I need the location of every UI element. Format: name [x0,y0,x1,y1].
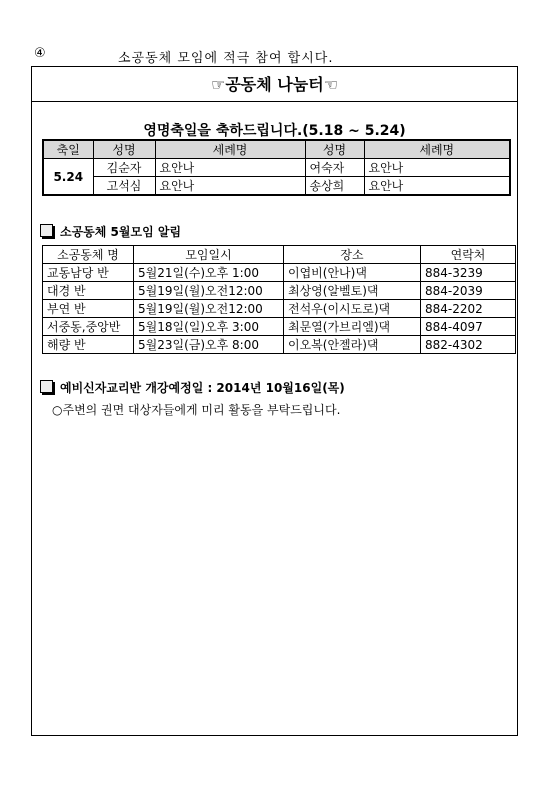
table-row [43,300,516,318]
table-cell: 교동남당 반 [43,264,134,282]
table-cell: 송상희 [305,177,364,196]
table-cell: 이엽비(안나)댁 [284,264,421,282]
table-row [43,159,510,177]
meeting-section-heading [40,223,181,240]
meeting-table-header [43,246,516,264]
page-number: ④ [34,46,46,61]
catechumen-note: ○주변의 권면 대상자들에게 미리 활동을 부탁드립니다. [52,403,341,417]
catechumen-heading-label: 예비신자교리반 개강예정일 : 2014년 10월16일(목) [60,381,345,395]
header-cell: 세례명 [364,140,510,159]
table-cell: 요안나 [155,159,305,177]
table-cell: 고석심 [93,177,155,196]
table-cell: 여숙자 [305,159,364,177]
header-cell: 장소 [284,246,421,264]
header-cell: 성명 [305,140,364,159]
table-cell: 부연 반 [43,300,134,318]
section-title: ☞공동체 나눔터☜ [32,67,517,102]
header-cell: 축일 [43,140,93,159]
motto-text: 소공동체 모임에 적극 참여 합시다. [118,51,334,66]
table-cell: 요안나 [364,159,510,177]
header-cell: 연락처 [421,246,516,264]
table-row [43,336,516,354]
table-cell: 882-4302 [421,336,516,354]
catechumen-section-heading [40,379,345,396]
table-cell: 요안나 [364,177,510,196]
table-cell: 최문열(가브리엘)댁 [284,318,421,336]
table-cell: 5월23일(금)오후 8:00 [134,336,284,354]
table-cell: 전석우(이시도로)댁 [284,300,421,318]
content-frame [31,66,518,736]
table-cell: 해량 반 [43,336,134,354]
header-cell: 모임일시 [134,246,284,264]
meeting-table [42,245,516,354]
meeting-heading-label: 소공동체 5월모임 알림 [60,225,182,239]
square-bullet-icon [40,380,53,393]
table-cell: 서중동,중앙반 [43,318,134,336]
feast-day-heading: 영명축일을 축하드립니다.(5.18 ~ 5.24) [143,123,406,139]
table-cell: 이오복(안젤라)댁 [284,336,421,354]
feast-table-header [43,140,510,159]
square-bullet-icon [40,224,53,237]
table-cell: 5월18일(일)오후 3:00 [134,318,284,336]
header-cell: 세례명 [155,140,305,159]
header-cell: 성명 [93,140,155,159]
table-cell: 대경 반 [43,282,134,300]
feast-day-table [42,139,511,196]
table-cell: 884-4097 [421,318,516,336]
table-cell: 5월21일(수)오후 1:00 [134,264,284,282]
table-cell: 884-2202 [421,300,516,318]
table-row [43,264,516,282]
table-cell: 최상영(알벨토)댁 [284,282,421,300]
table-cell: 김순자 [93,159,155,177]
table-row [43,318,516,336]
table-cell: 5월19일(월)오전12:00 [134,282,284,300]
table-row [43,177,510,196]
table-cell: 5월19일(월)오전12:00 [134,300,284,318]
header-cell: 소공동체 명 [43,246,134,264]
table-row [43,282,516,300]
table-cell: 884-2039 [421,282,516,300]
table-cell: 884-3239 [421,264,516,282]
table-cell: 요안나 [155,177,305,196]
feast-date: 5.24 [43,159,93,196]
